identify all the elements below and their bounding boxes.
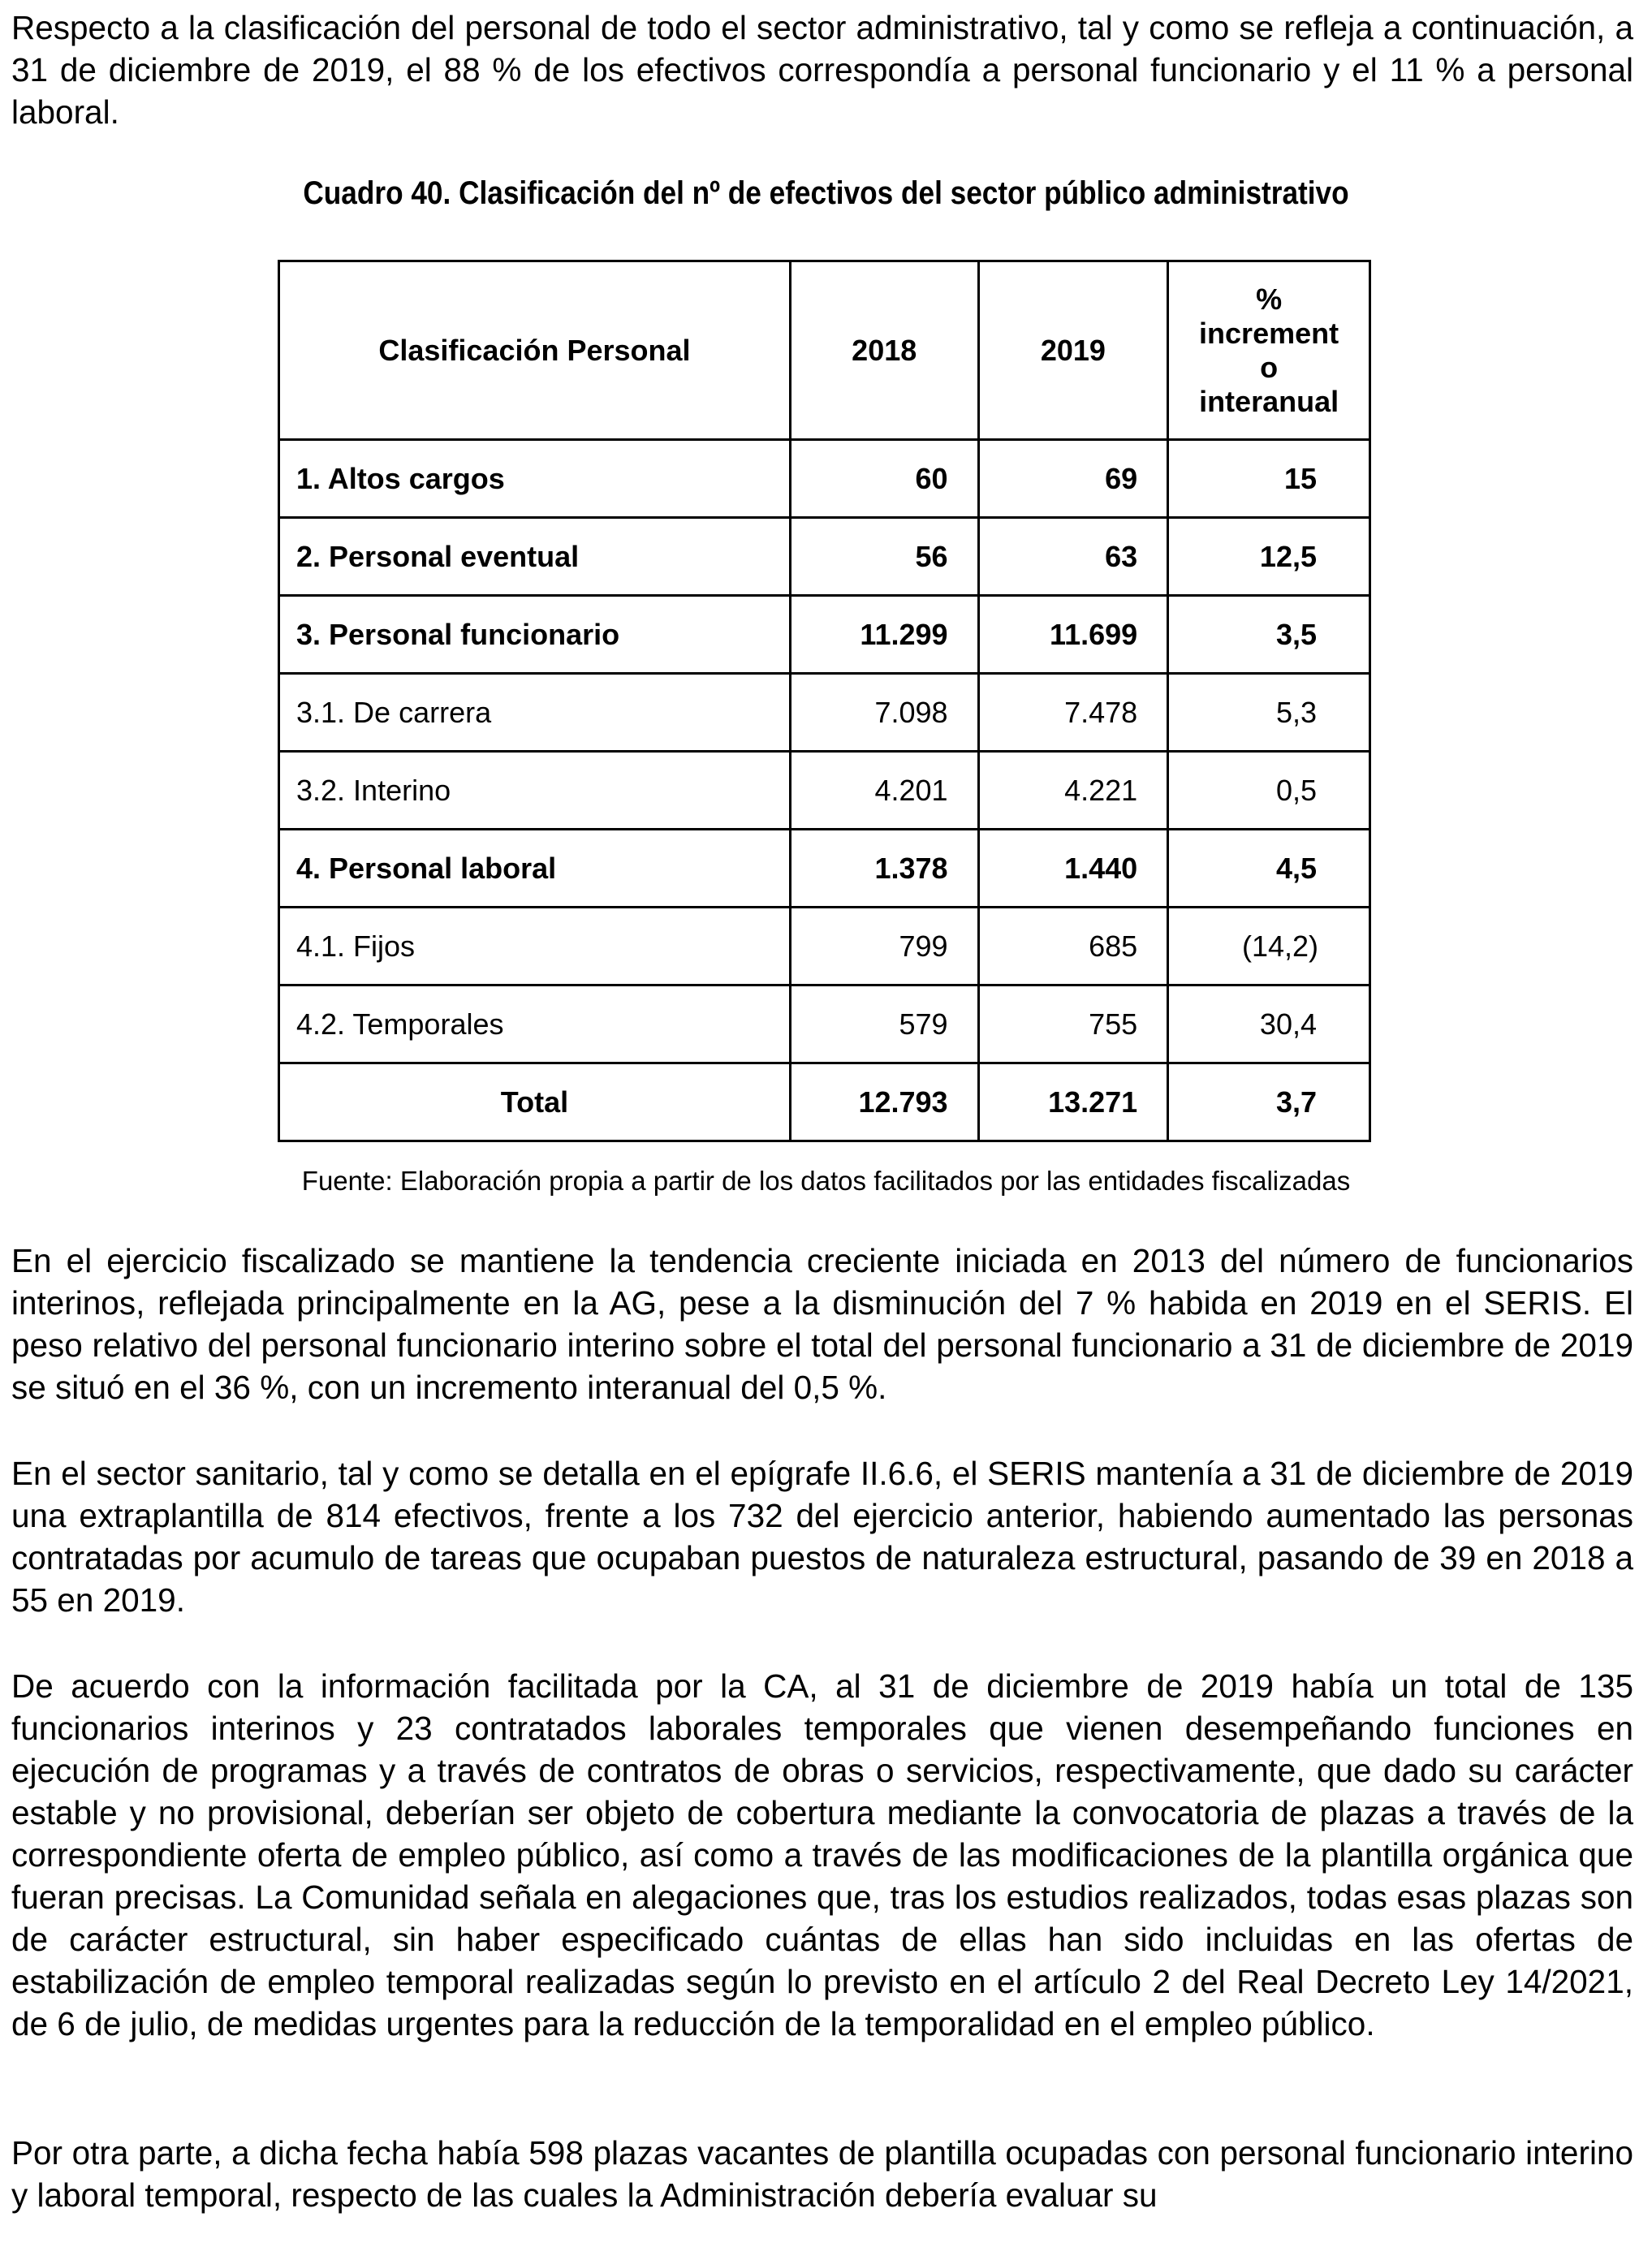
row-2018: 11.299 xyxy=(790,596,978,674)
paragraph-informacion-ca: De acuerdo con la información facilitada por la CA, al 31 de diciembre de 2019 había un total de 135 funcionarios interinos y 23 contratados laborales temporales que vienen desempeñando funciones en ejecución de programas y a través de contratos de obras o servicios, respectivamente, que dado su carácter estable y no provisional, deberían ser objeto de cobertura mediante la convocatoria de plazas a través de la correspondiente oferta de empleo público, así como a través de las modificaciones de la plantilla orgánica que fueran precisas. La Comunidad señala en alegaciones que, tras los estudios realizados, todas esas plazas son de carácter estructural, sin haber especificado cuántas de ellas han sido incluidas en las ofertas de estabilización de empleo temporal realizadas según lo previsto en el artículo 2 del Real Decreto Ley 14/2021, de 6 de julio, de medidas urgentes para la reducción de la temporalidad en el empleo público. xyxy=(11,1667,1633,2042)
row-pct: 3,5 xyxy=(1168,596,1370,674)
total-2019: 13.271 xyxy=(978,1063,1168,1141)
paragraph-sanitario: En el sector sanitario, tal y como se detalla en el epígrafe II.6.6, el SERIS mantenía a 31 de diciembre de 2019 una extraplantilla de 814 efectivos, frente a los 732 del ejercicio anterior, habiendo aumentado las personas contratadas por acumulo de tareas que ocupaban puestos de naturaleza estructural, pasando de 39 en 2018 a 55 en 2019. xyxy=(11,1455,1633,1619)
table-row xyxy=(279,440,1370,518)
row-pct: (14,2) xyxy=(1168,908,1370,985)
row-2018: 579 xyxy=(790,985,978,1063)
table-caption: Cuadro 40. Clasificación del nº de efectivos del sector público administrativo xyxy=(303,175,1349,211)
header-pct-line4: interanual xyxy=(1199,384,1339,418)
row-2018: 60 xyxy=(790,440,978,518)
row-label: 4.2. Temporales xyxy=(279,985,791,1063)
personnel-table xyxy=(278,260,1371,1142)
table-row xyxy=(279,518,1370,596)
row-pct: 12,5 xyxy=(1168,518,1370,596)
row-2018: 56 xyxy=(790,518,978,596)
table-row xyxy=(279,596,1370,674)
header-pct-line3: o xyxy=(1260,350,1279,384)
row-pct: 4,5 xyxy=(1168,830,1370,908)
total-pct: 3,7 xyxy=(1168,1063,1370,1141)
row-2018: 1.378 xyxy=(790,830,978,908)
header-pct-line1: % xyxy=(1256,282,1283,316)
row-2019: 755 xyxy=(978,985,1168,1063)
row-2019: 63 xyxy=(978,518,1168,596)
header-pct-increment xyxy=(1168,261,1370,440)
header-2019: 2019 xyxy=(978,261,1168,440)
header-pct-line2: increment xyxy=(1199,316,1339,350)
header-2018: 2018 xyxy=(790,261,978,440)
table-row xyxy=(279,674,1370,752)
table-row xyxy=(279,985,1370,1063)
table-row xyxy=(279,752,1370,830)
row-pct: 5,3 xyxy=(1168,674,1370,752)
row-label: 4. Personal laboral xyxy=(279,830,791,908)
row-2018: 7.098 xyxy=(790,674,978,752)
row-pct: 0,5 xyxy=(1168,752,1370,830)
table-header-row xyxy=(279,261,1370,440)
row-2018: 799 xyxy=(790,908,978,985)
row-2019: 7.478 xyxy=(978,674,1168,752)
row-pct: 30,4 xyxy=(1168,985,1370,1063)
paragraph-plazas-vacantes: Por otra parte, a dicha fecha había 598 plazas vacantes de plantilla ocupadas con personal funcionario interino y laboral temporal, respecto de las cuales la Administración debería evaluar su xyxy=(11,2134,1633,2214)
row-label: 3.2. Interino xyxy=(279,752,791,830)
intro-paragraph: Respecto a la clasificación del personal de todo el sector administrativo, tal y como se refleja a continuación, a 31 de diciembre de 2019, el 88 % de los efectivos correspondía a personal funcionario y el 11 % a personal laboral. xyxy=(11,9,1633,131)
table-total-row xyxy=(279,1063,1370,1141)
table-row xyxy=(279,908,1370,985)
row-2019: 685 xyxy=(978,908,1168,985)
row-2019: 69 xyxy=(978,440,1168,518)
paragraph-interinos: En el ejercicio fiscalizado se mantiene la tendencia creciente iniciada en 2013 del número de funcionarios interinos, reflejada principalmente en la AG, pese a la disminución del 7 % habida en 2019 en el SERIS. El peso relativo del personal funcionario interino sobre el total del personal funcionario a 31 de diciembre de 2019 se situó en el 36 %, con un incremento interanual del 0,5 %. xyxy=(11,1242,1633,1406)
table-source: Fuente: Elaboración propia a partir de los datos facilitados por las entidades fiscalizadas xyxy=(301,1166,1351,1196)
row-label: 3.1. De carrera xyxy=(279,674,791,752)
row-label: 3. Personal funcionario xyxy=(279,596,791,674)
row-pct: 15 xyxy=(1168,440,1370,518)
total-2018: 12.793 xyxy=(790,1063,978,1141)
row-2019: 4.221 xyxy=(978,752,1168,830)
row-label: 2. Personal eventual xyxy=(279,518,791,596)
row-label: 1. Altos cargos xyxy=(279,440,791,518)
total-label: Total xyxy=(279,1063,791,1141)
row-label: 4.1. Fijos xyxy=(279,908,791,985)
row-2019: 11.699 xyxy=(978,596,1168,674)
header-classification: Clasificación Personal xyxy=(279,261,791,440)
row-2018: 4.201 xyxy=(790,752,978,830)
table-row xyxy=(279,830,1370,908)
row-2019: 1.440 xyxy=(978,830,1168,908)
